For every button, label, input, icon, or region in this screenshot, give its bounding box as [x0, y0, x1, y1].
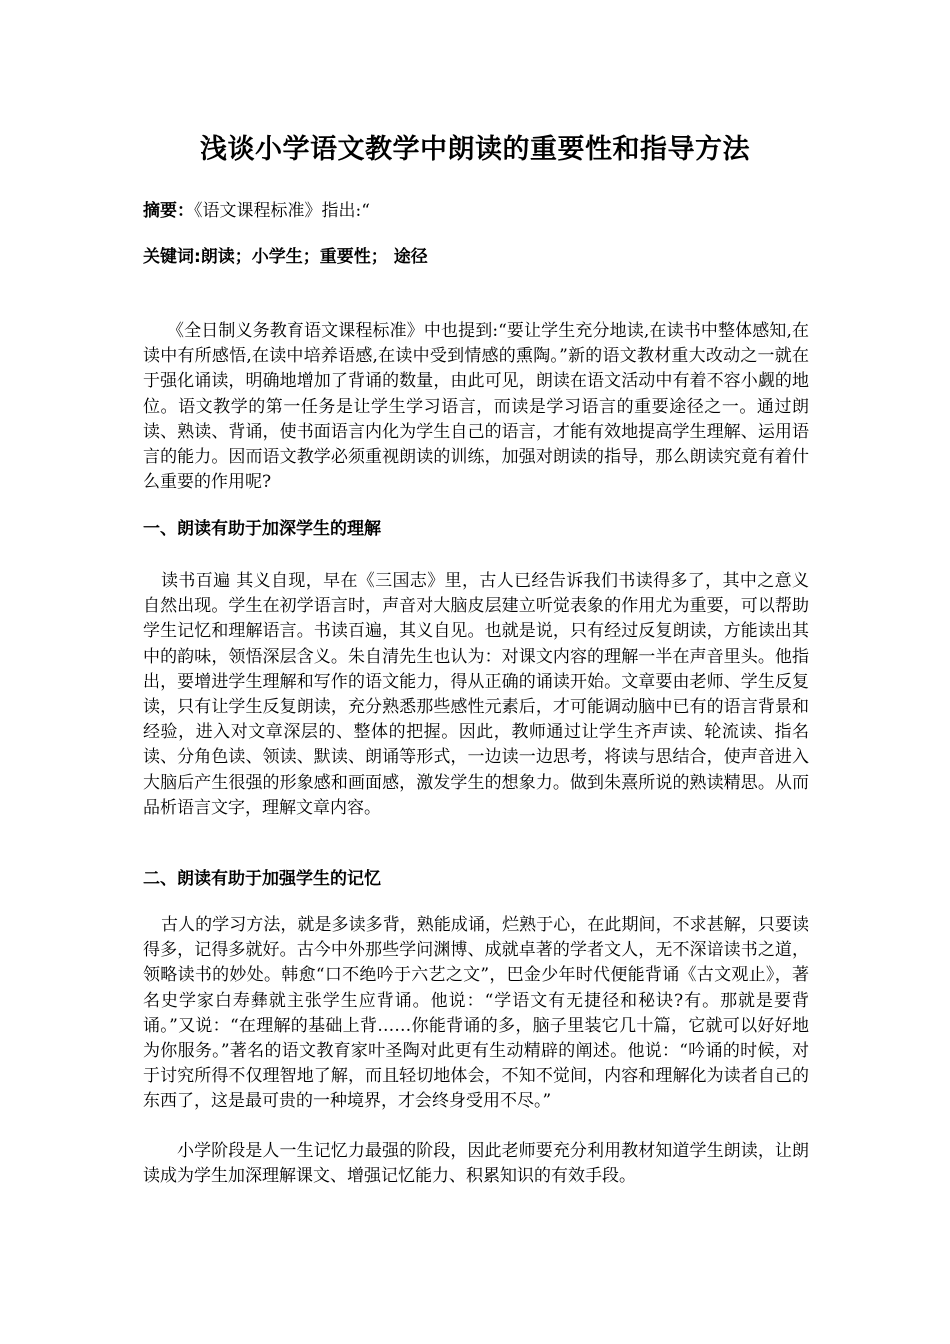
section-2-paragraph-1: 古人的学习方法，就是多读多背，熟能成诵，烂熟于心，在此期间，不求甚解，只要读得多，记得多就好。古今中外那些学问渊博、成就卓著的学者文人，无不深谙读书之道，领略读书的妙处。韩愈“口不绝吟于六艺之文”，巴金少年时代便能背诵《古文观止》，著名史学家白寿彝就主张学生应背诵。他说：“学语文有无捷径和秘诀?有。那就是要背诵。”又说：“在理解的基础上背……你能背诵的多，脑子里装它几十篇，它就可以好好地为你服务。”著名的语文教育家叶圣陶对此更有生动精辟的阐述。他说：“吟诵的时候，对于讨究所得不仅理智地了解，而且轻切地体会，不知不觉间，内容和理解化为读者自己的东西了，这是最可贵的一种境界，才会终身受用不尽。” [143, 915, 809, 1112]
abstract-line [143, 198, 370, 224]
abstract-label: 摘要： [143, 201, 194, 221]
document-title: 浅谈小学语文教学中朗读的重要性和指导方法 [200, 134, 750, 165]
section-1-paragraph: 读书百遍 其义自现，早在《三国志》里，古人已经告诉我们书读得多了，其中之意义自然出现。学生在初学语言时，声音对大脑皮层建立听觉表象的作用尤为重要，可以帮助学生记忆和理解语言。书读百遍，其义自见。也就是说，只有经过反复朗读，方能读出其中的韵味，领悟深层含义。朱自清先生也认为：对课文内容的理解一半在声音里头。他指出，要增进学生理解和写作的语文能力，得从正确的诵读开始。文章要由老师、学生反复读，只有让学生反复朗读，充分熟悉那些感性元素后，才可能调动脑中已有的语言背景和经验，进入对文章深层的、整体的把握。因此，教师通过让学生齐声读、轮流读、指名读、分角色读、领读、默读、朗诵等形式，一边读一边思考，将读与思结合，使声音进入大脑后产生很强的形象感和画面感，激发学生的想象力。做到朱熹所说的熟读精思。从而品析语言文字，理解文章内容。 [143, 571, 809, 818]
section-2-heading: 二、朗读有助于加强学生的记忆 [143, 869, 381, 889]
intro-paragraph: 《全日制义务教育语文课程标准》中也提到:“要让学生充分地读,在读书中整体感知,在读中有所感悟,在读中培养语感,在读中受到情感的熏陶。”新的语文教材重大改动之一就在于强化诵读，明确地增加了背诵的数量，由此可见，朗读在语文活动中有着不容小觑的地位。语文教学的第一任务是让学生学习语言，而读是学习语言的重要途径之一。通过朗读、熟读、背诵，使书面语言内化为学生自己的语言，才能有效地提高学生理解、运用语言的能力。因而语文教学必须重视朗读的训练，加强对朗读的指导，那么朗读究竟有着什么重要的作用呢? [143, 321, 809, 493]
abstract-text: 《语文课程标准》指出:“ [194, 201, 370, 221]
keywords-line: 关键词:朗读；小学生；重要性； 途径 [143, 247, 428, 267]
section-2-paragraph-2: 小学阶段是人一生记忆力最强的阶段，因此老师要充分利用教材知道学生朗读，让朗读成为学生加深理解课文、增强记忆能力、积累知识的有效手段。 [143, 1141, 809, 1187]
section-1-heading: 一、朗读有助于加深学生的理解 [143, 519, 381, 539]
